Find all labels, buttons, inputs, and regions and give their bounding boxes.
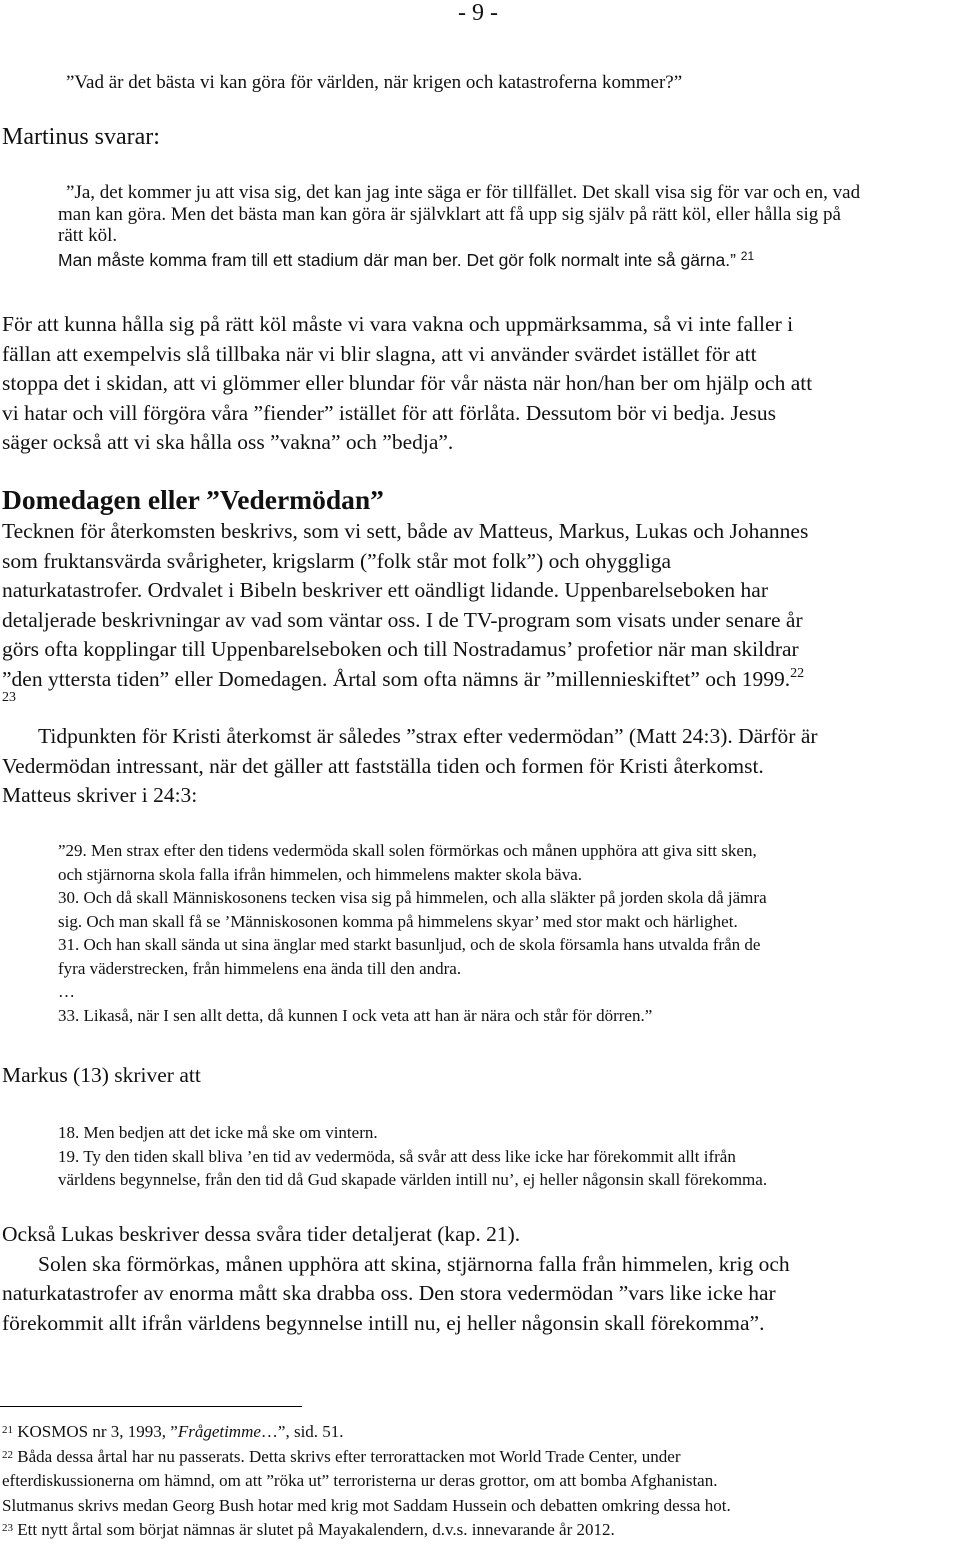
para3-line: Tidpunkten för Kristi återkomst är således ”strax efter vedermödan” (Matt 24:3). Därför är — [38, 724, 818, 748]
para2-line: görs ofta kopplingar till Uppenbarelseboken och till Nostradamus’ profetior när man skildrar — [2, 637, 799, 661]
para1-line: vi hatar och vill förgöra våra ”fiender” istället för att förlåta. Dessutom bör vi bedja. Jesus — [2, 400, 776, 425]
quote-line: 30. Och då skall Människosonens tecken visa sig på himmelen, och alla släkter på jorden skola då jämra — [58, 888, 767, 907]
para1-line: säger också att vi ska hålla oss ”vakna” och ”bedja”. — [2, 430, 454, 454]
quote-line: fyra väderstrecken, från himmelens ena ända till den andra. — [58, 958, 462, 978]
mark-quote — [58, 1121, 958, 1192]
quote-line: … — [58, 982, 75, 1001]
footnote-text: KOSMOS nr 3, 1993, ” — [17, 1422, 178, 1441]
paragraph-1 — [2, 310, 958, 458]
answer-line-sans — [58, 250, 958, 272]
para2-last-text: ”den yttersta tiden” eller Domedagen. Årtal som ofta nämns är ”millennieskiftet” och 1999. — [2, 666, 791, 691]
para2-line: detaljerade beskrivningar av vad som väntar oss. I de TV-program som visats under senare år — [2, 607, 803, 632]
para1-line: stoppa det i skidan, att vi glömmer eller blundar för vår nästa när hon/han ber om hjälp och att — [2, 371, 813, 395]
para2-last-line — [2, 665, 958, 695]
para3-line: Matteus skriver i 24:3: — [2, 783, 198, 807]
question-label: Martinus svarar: — [2, 124, 160, 150]
para4-line: förekommit allt ifrån världens begynnelse intill nu, ej heller någonsin skall förekomma”. — [2, 1310, 765, 1335]
answer-line: man kan göra. Men det bästa man kan göra är självklart att få upp sig själv på rätt köl, eller hålla sig på — [58, 203, 841, 225]
para4-line: naturkatastrofer av enorma mått ska drabba oss. Den stora vedermödan ”vars like icke har — [2, 1281, 776, 1305]
para4-line: Solen ska förmörkas, månen upphöra att skina, stjärnorna falla från himmelen, krig och — [38, 1251, 790, 1276]
footnote-23 — [2, 1518, 958, 1543]
quote-line: 18. Men bedjen att det icke må ske om vintern. — [58, 1123, 378, 1142]
quote-line: 33. Likaså, när I sen allt detta, då kunnen I ock veta att han är nära och står för dörren.” — [58, 1005, 653, 1025]
matthew-quote — [58, 839, 958, 1027]
page-number: - 9 - — [458, 0, 498, 26]
answer-line: ”Ja, det kommer ju att visa sig, det kan jag inte säga er för tillfället. Det skall visa sig för var och en, vad — [66, 182, 861, 203]
quote-line: världens begynnelse, från den tid då Gud skapade världen intill nu’, ej heller någonsin skall förekomma. — [58, 1170, 768, 1189]
paragraph-4 — [2, 1220, 958, 1338]
footnote-ref-22[interactable]: 22 — [790, 665, 805, 681]
footnote-ref-23[interactable]: 23 — [2, 690, 16, 705]
footnote-22-line: Slutmanus skrivs medan Georg Bush hotar med krig mot Saddam Hussein och debatten omkring dessa hot. — [2, 1495, 731, 1515]
paragraph-2 — [2, 517, 958, 694]
answer-line: rätt köl. — [58, 225, 118, 246]
section-heading: Domedagen eller ”Vedermödan” — [2, 484, 384, 515]
para1-line: fällan att exempelvis slå tillbaka när vi blir slagna, att vi använder svärdet istället för att — [2, 341, 757, 366]
para1-line: För att kunna hålla sig på rätt köl måste vi vara vakna och uppmärksamma, så vi inte faller i — [2, 312, 794, 336]
question-text: ”Vad är det bästa vi kan göra för världen, när krigen och katastroferna kommer?” — [66, 72, 683, 93]
footnote-text: Båda dessa årtal har nu passerats. Detta skrivs efter terrorattacken mot World Trade Center, under — [17, 1446, 681, 1466]
footnote-text: …”, sid. 51. — [260, 1422, 344, 1441]
footnotes — [2, 1420, 958, 1543]
para2-line: som fruktansvärda svårigheter, krigslarm (”folk står mot folk”) och ohyggliga — [2, 548, 672, 573]
footnote-22 — [2, 1445, 958, 1470]
footnote-mark: 21 — [2, 1424, 13, 1436]
footnote-italic: Frågetimme — [177, 1422, 261, 1441]
para2-line: naturkatastrofer. Ordvalet i Bibeln beskriver ett oändligt lidande. Uppenbarelseboken har — [2, 578, 768, 602]
para3-line: Vedermödan intressant, när det gäller att fastställa tiden och formen för Kristi återkomst. — [2, 753, 764, 778]
answer-block — [58, 182, 958, 271]
footnote-divider — [0, 1406, 302, 1407]
mark-label: Markus (13) skriver att — [2, 1063, 201, 1087]
quote-line: 19. Ty den tiden skall bliva ’en tid av vedermöda, så svår att dess like icke har förekommit allt ifrån — [58, 1146, 736, 1166]
footnote-mark: 22 — [2, 1448, 13, 1461]
quote-line: 31. Och han skall sända ut sina änglar med starkt basunljud, och de skola församla hans utvalda från de — [58, 935, 761, 954]
footnote-mark: 23 — [2, 1522, 13, 1534]
footnote-22-line: efterdiskussionerna om hämnd, om att ”röka ut” terroristerna ur deras grottor, om att bomba Afghanistan. — [2, 1471, 718, 1490]
quote-line: ”29. Men strax efter den tidens vedermöda skall solen förmörkas och månen upphöra att giva sitt sken, — [58, 841, 757, 860]
quote-line: och stjärnorna skola falla ifrån himmelen, och himmelens makter skola bäva. — [58, 864, 582, 884]
answer-line-text: Man måste komma fram till ett stadium där man ber. Det gör folk normalt inte så gärna.” — [58, 249, 736, 270]
footnote-text: Ett nytt årtal som börjat nämnas är slutet på Mayakalendern, d.v.s. innevarande år 2012. — [17, 1520, 615, 1539]
footnote-ref-21[interactable]: 21 — [740, 248, 755, 263]
footnote-21 — [2, 1420, 958, 1445]
para2-line: Tecknen för återkomsten beskrivs, som vi sett, både av Matteus, Markus, Lukas och Johannes — [2, 519, 809, 543]
quote-line: sig. Och man skall få se ’Människosonen komma på himmelens skyar’ med stor makt och härlighet. — [58, 911, 738, 931]
paragraph-3 — [2, 722, 958, 811]
para4-line: Också Lukas beskriver dessa svåra tider detaljerat (kap. 21). — [2, 1222, 521, 1246]
